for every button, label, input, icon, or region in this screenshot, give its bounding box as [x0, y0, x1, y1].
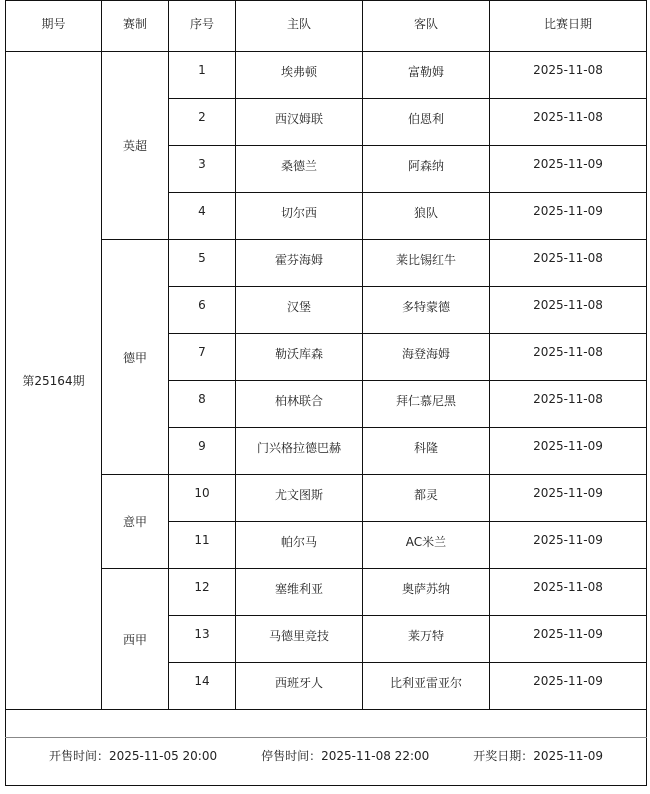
header-period: 期号	[6, 1, 102, 52]
league-cell: 英超	[102, 52, 169, 240]
table-row	[6, 569, 647, 616]
seq-cell: 14	[169, 663, 236, 710]
away-team-cell: 富勒姆	[363, 52, 490, 99]
match-date-cell: 2025-11-09	[490, 475, 647, 522]
home-team-cell: 勒沃库森	[236, 334, 363, 381]
header-date: 比赛日期	[490, 1, 647, 52]
match-date-cell: 2025-11-08	[490, 240, 647, 287]
sale-start-time: 开售时间：2025-11-05 20:00	[48, 749, 218, 763]
match-date-cell: 2025-11-09	[490, 193, 647, 240]
home-team-cell: 汉堡	[236, 287, 363, 334]
seq-cell: 6	[169, 287, 236, 334]
away-team-cell: 莱比锡红牛	[363, 240, 490, 287]
match-schedule-table	[5, 0, 647, 786]
header-league: 赛制	[102, 1, 169, 52]
table-row	[6, 240, 647, 287]
seq-cell: 11	[169, 522, 236, 569]
seq-cell: 7	[169, 334, 236, 381]
match-date-cell: 2025-11-09	[490, 146, 647, 193]
seq-cell: 9	[169, 428, 236, 475]
match-date-cell: 2025-11-08	[490, 569, 647, 616]
home-team-cell: 帕尔马	[236, 522, 363, 569]
league-cell: 西甲	[102, 569, 169, 710]
away-team-cell: 海登海姆	[363, 334, 490, 381]
home-team-cell: 埃弗顿	[236, 52, 363, 99]
away-team-cell: 阿森纳	[363, 146, 490, 193]
header-home: 主队	[236, 1, 363, 52]
match-date-cell: 2025-11-08	[490, 287, 647, 334]
away-team-cell: 都灵	[363, 475, 490, 522]
home-team-cell: 柏林联合	[236, 381, 363, 428]
home-team-cell: 霍芬海姆	[236, 240, 363, 287]
draw-date: 开奖日期：2025-11-09	[473, 749, 604, 763]
seq-cell: 8	[169, 381, 236, 428]
league-cell: 德甲	[102, 240, 169, 475]
seq-cell: 5	[169, 240, 236, 287]
table-row	[6, 475, 647, 522]
header-away: 客队	[363, 1, 490, 52]
footer-cell	[6, 738, 647, 786]
table-row	[6, 52, 647, 99]
seq-cell: 13	[169, 616, 236, 663]
header-row	[6, 1, 647, 52]
away-team-cell: 多特蒙德	[363, 287, 490, 334]
match-date-cell: 2025-11-09	[490, 522, 647, 569]
home-team-cell: 西班牙人	[236, 663, 363, 710]
home-team-cell: 西汉姆联	[236, 99, 363, 146]
away-team-cell: 比利亚雷亚尔	[363, 663, 490, 710]
home-team-cell: 切尔西	[236, 193, 363, 240]
away-team-cell: 狼队	[363, 193, 490, 240]
sale-stop-time: 停售时间：2025-11-08 22:00	[261, 749, 430, 763]
period-cell: 第25164期	[6, 52, 102, 710]
league-cell: 意甲	[102, 475, 169, 569]
seq-cell: 2	[169, 99, 236, 146]
seq-cell: 12	[169, 569, 236, 616]
match-date-cell: 2025-11-09	[490, 663, 647, 710]
away-team-cell: 拜仁慕尼黑	[363, 381, 490, 428]
home-team-cell: 尤文图斯	[236, 475, 363, 522]
home-team-cell: 桑德兰	[236, 146, 363, 193]
seq-cell: 10	[169, 475, 236, 522]
away-team-cell: 奥萨苏纳	[363, 569, 490, 616]
header-seq: 序号	[169, 1, 236, 52]
match-date-cell: 2025-11-08	[490, 334, 647, 381]
away-team-cell: AC米兰	[363, 522, 490, 569]
match-date-cell: 2025-11-08	[490, 52, 647, 99]
blank-cell	[6, 710, 647, 738]
home-team-cell: 塞维利亚	[236, 569, 363, 616]
blank-row	[6, 710, 647, 738]
seq-cell: 1	[169, 52, 236, 99]
away-team-cell: 伯恩利	[363, 99, 490, 146]
match-date-cell: 2025-11-09	[490, 616, 647, 663]
home-team-cell: 马德里竞技	[236, 616, 363, 663]
away-team-cell: 科隆	[363, 428, 490, 475]
seq-cell: 4	[169, 193, 236, 240]
match-date-cell: 2025-11-08	[490, 381, 647, 428]
seq-cell: 3	[169, 146, 236, 193]
home-team-cell: 门兴格拉德巴赫	[236, 428, 363, 475]
away-team-cell: 莱万特	[363, 616, 490, 663]
footer-row	[6, 738, 647, 786]
match-date-cell: 2025-11-09	[490, 428, 647, 475]
match-date-cell: 2025-11-08	[490, 99, 647, 146]
